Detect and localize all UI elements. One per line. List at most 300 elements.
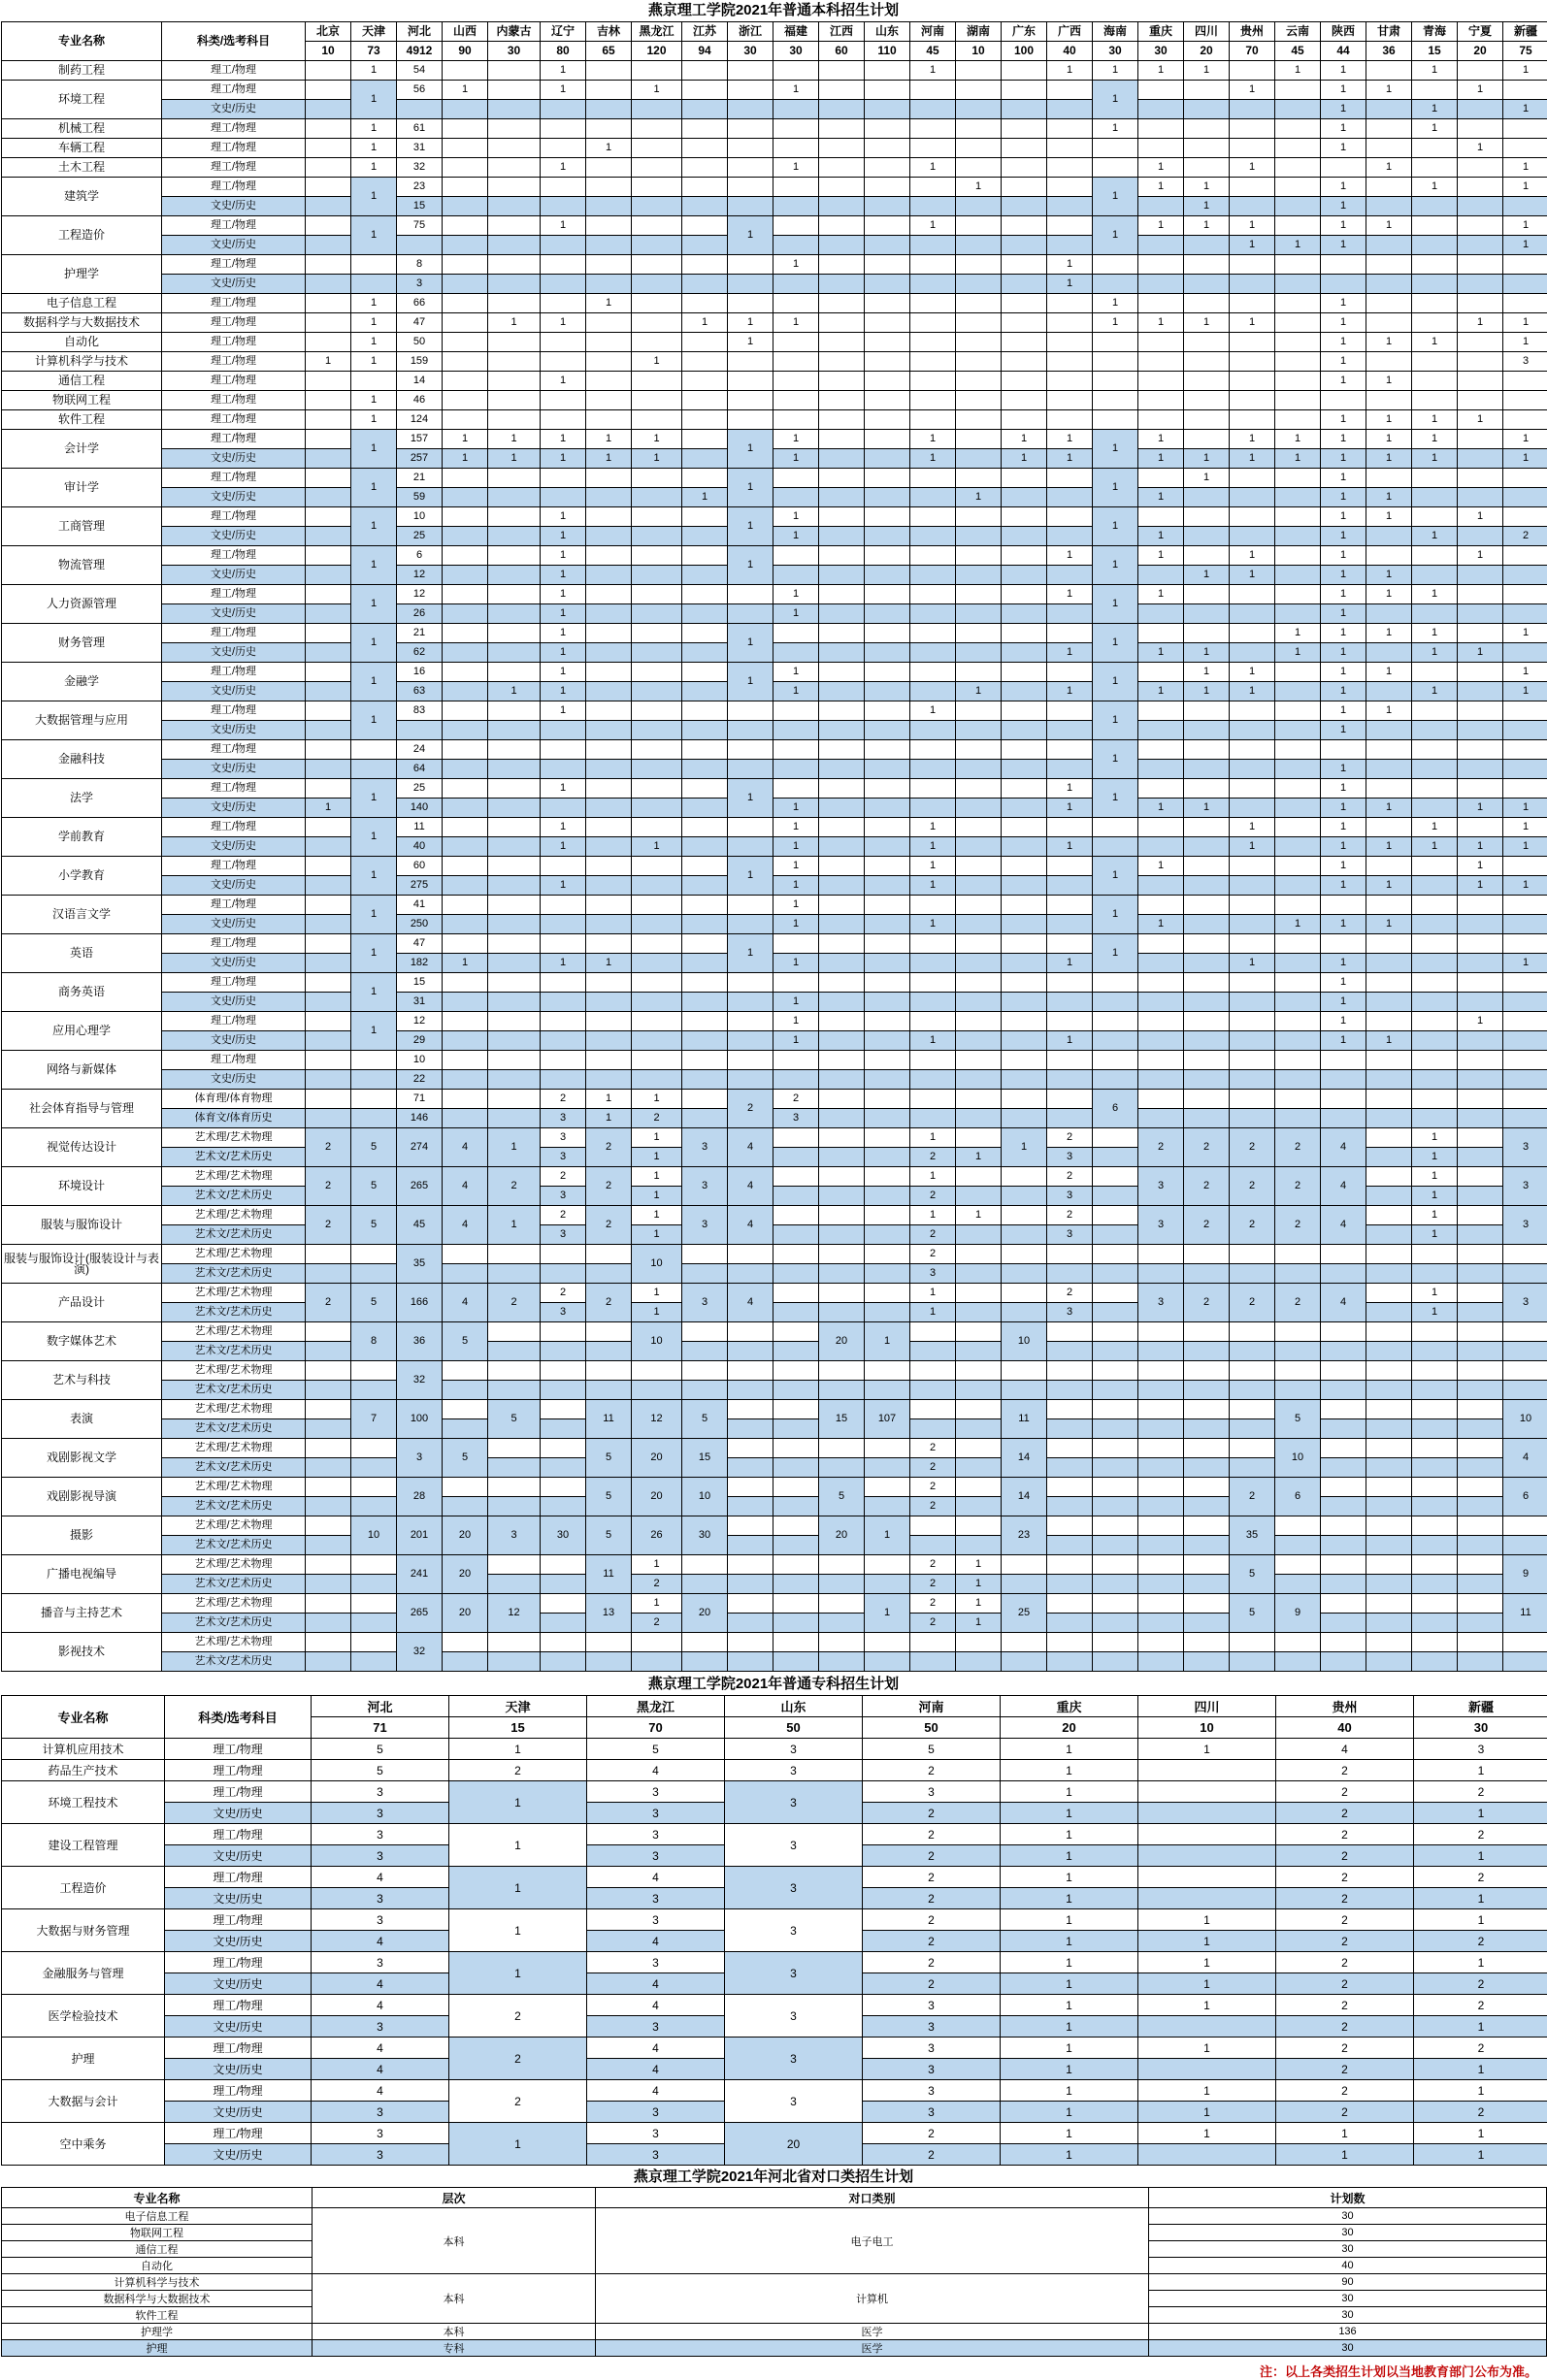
plan-cell <box>1412 1575 1458 1594</box>
plan-cell <box>956 1419 1002 1439</box>
plan-cell <box>351 1361 397 1381</box>
plan-cell <box>1184 954 1230 973</box>
plan-cell <box>1366 857 1412 876</box>
plan-cell: 1 <box>910 837 956 857</box>
plan-cell <box>541 1439 586 1458</box>
plan-cell: 2 <box>632 1109 682 1128</box>
plan-cell <box>1412 915 1458 934</box>
plan-cell <box>865 1264 910 1284</box>
plan-cell: 2 <box>1276 1973 1414 1995</box>
plan-cell: 1 <box>541 372 586 391</box>
plan-cell <box>1138 1478 1184 1497</box>
plan-cell <box>541 1322 586 1342</box>
plan-cell <box>728 1322 774 1342</box>
plan-cell <box>910 1090 956 1109</box>
plan-cell <box>443 1051 488 1070</box>
plan-cell <box>443 410 488 430</box>
plan-cell <box>774 1264 819 1284</box>
plan-cell: 1 <box>774 1031 819 1051</box>
plan-cell <box>1138 1458 1184 1478</box>
plan-cell <box>351 1575 397 1594</box>
plan-cell <box>774 197 819 216</box>
plan-cell <box>774 1206 819 1225</box>
plan-cell <box>306 1381 351 1400</box>
plan-cell: 250 <box>397 915 443 934</box>
plan-cell <box>443 1090 488 1109</box>
plan-cell <box>1458 1070 1503 1090</box>
plan-cell: 1 <box>351 934 397 973</box>
plan-cell: 2 <box>910 1614 956 1633</box>
plan-cell: 1 <box>1001 1739 1138 1760</box>
plan-cell <box>306 1516 351 1536</box>
plan-cell: 1 <box>1230 158 1275 178</box>
plan-cell <box>1458 604 1503 624</box>
plan-cell: 2 <box>541 1090 586 1109</box>
plan-cell <box>910 1109 956 1128</box>
plan-cell <box>443 779 488 799</box>
major-name: 会计学 <box>2 430 162 469</box>
plan-cell <box>586 178 632 197</box>
plan-cell <box>306 1439 351 1458</box>
major-name: 影视技术 <box>2 1633 162 1672</box>
plan-cell <box>1412 546 1458 566</box>
plan-cell <box>488 294 541 313</box>
plan-cell <box>1503 1381 1547 1400</box>
subject-label: 理工/物理 <box>165 2038 312 2059</box>
plan-cell <box>728 391 774 410</box>
plan-cell: 3 <box>312 1888 449 1909</box>
plan-cell: 1 <box>910 876 956 896</box>
plan-cell <box>1366 178 1412 197</box>
subject-label: 理工/物理 <box>162 973 306 993</box>
major-name: 产品设计 <box>2 1284 162 1322</box>
plan-cell <box>632 566 682 585</box>
plan-cell <box>1093 837 1138 857</box>
subject-column-header: 科类/选考科目 <box>162 22 306 61</box>
plan-cell <box>1047 701 1093 721</box>
plan-cell <box>443 721 488 740</box>
plan-cell <box>819 236 865 255</box>
plan-cell <box>1138 1888 1276 1909</box>
plan-cell <box>586 663 632 682</box>
plan-cell <box>443 546 488 566</box>
plan-cell: 1 <box>1138 527 1184 546</box>
plan-cell <box>774 294 819 313</box>
province-quota: 10 <box>956 42 1002 61</box>
plan-cell: 1 <box>1458 876 1503 896</box>
plan-cell <box>586 197 632 216</box>
plan-cell <box>728 837 774 857</box>
plan-cell <box>488 566 541 585</box>
plan-cell <box>1458 1478 1503 1497</box>
plan-cell: 5 <box>351 1206 397 1245</box>
plan-cell <box>1093 1633 1138 1652</box>
plan-cell: 1 <box>956 682 1002 701</box>
plan-cell: 1 <box>728 469 774 507</box>
plan-cell <box>306 915 351 934</box>
plan-cell <box>819 410 865 430</box>
plan-cell: 4 <box>312 1867 449 1888</box>
plan-cell <box>774 1128 819 1148</box>
plan-cell <box>1138 1400 1184 1419</box>
plan-cell <box>1458 585 1503 604</box>
plan-cell <box>1093 255 1138 275</box>
plan-cell: 2 <box>1276 1760 1414 1781</box>
plan-cell <box>1184 1633 1230 1652</box>
plan-cell <box>1047 1555 1093 1575</box>
plan-cell: 1 <box>1001 1781 1138 1803</box>
plan-cell: 4 <box>587 2080 725 2102</box>
plan-cell: 2 <box>541 1167 586 1187</box>
plan-cell <box>1458 954 1503 973</box>
subject-label: 理工/物理 <box>162 255 306 275</box>
plan-cell: 1 <box>1138 488 1184 507</box>
plan-cell <box>910 682 956 701</box>
plan-cell: 1 <box>1184 799 1230 818</box>
plan-cell: 71 <box>397 1090 443 1109</box>
plan-cell: 15 <box>397 973 443 993</box>
plan-cell <box>1230 507 1275 527</box>
plan-cell <box>541 1575 586 1594</box>
plan-cell: 1 <box>541 818 586 837</box>
plan-cell <box>443 527 488 546</box>
plan-cell <box>1458 624 1503 643</box>
plan-cell: 1 <box>1138 857 1184 876</box>
plan-cell <box>910 973 956 993</box>
plan-cell <box>488 585 541 604</box>
plan-cell <box>774 1497 819 1516</box>
plan-cell <box>1230 624 1275 643</box>
plan-cell <box>910 527 956 546</box>
plan-cell <box>1138 372 1184 391</box>
plan-cell <box>1002 1575 1047 1594</box>
plan-cell <box>1321 1652 1366 1672</box>
plan-cell <box>1458 1516 1503 1536</box>
plan-cell <box>774 236 819 255</box>
plan-cell: 1 <box>1093 896 1138 934</box>
plan-cell <box>1503 1322 1547 1342</box>
plan-cell: 1 <box>351 333 397 352</box>
plan-cell: 3 <box>397 275 443 294</box>
plan-cell: 2 <box>1276 1888 1414 1909</box>
plan-cell <box>488 1458 541 1478</box>
plan-cell: 2 <box>632 1614 682 1633</box>
plan-cell <box>1047 1478 1093 1497</box>
plan-cell <box>306 663 351 682</box>
plan-cell <box>774 721 819 740</box>
plan-cell: 1 <box>1412 61 1458 81</box>
plan-cell <box>1366 527 1412 546</box>
plan-cell <box>728 740 774 760</box>
plan-cell <box>306 372 351 391</box>
plan-cell: 20 <box>443 1516 488 1555</box>
plan-cell <box>1275 469 1321 488</box>
plan-cell: 1 <box>351 391 397 410</box>
plan-cell <box>1093 1419 1138 1439</box>
plan-cell <box>1047 1361 1093 1381</box>
plan-cell: 63 <box>397 682 443 701</box>
province-header: 福建 <box>774 22 819 42</box>
plan-cell <box>1458 333 1503 352</box>
plan-cell <box>1412 1361 1458 1381</box>
plan-cell: 1 <box>728 624 774 663</box>
plan-cell <box>819 430 865 449</box>
plan-cell <box>819 1284 865 1303</box>
major-name: 建筑学 <box>2 178 162 216</box>
plan-cell <box>632 1652 682 1672</box>
plan-cell <box>865 449 910 469</box>
plan-cell <box>1275 682 1321 701</box>
plan-cell: 1 <box>1412 1148 1458 1167</box>
plan-cell: 32 <box>397 158 443 178</box>
plan-cell: 1 <box>1412 527 1458 546</box>
subject-label: 文史/历史 <box>162 760 306 779</box>
plan-cell <box>443 740 488 760</box>
plan-cell <box>1230 934 1275 954</box>
plan-cell <box>541 410 586 430</box>
plan-cell <box>443 61 488 81</box>
plan-cell <box>956 81 1002 100</box>
plan-cell <box>306 1031 351 1051</box>
plan-cell: 1 <box>449 1867 587 1909</box>
subject-label: 文史/历史 <box>162 566 306 585</box>
plan-cell <box>1321 1400 1366 1419</box>
plan-cell: 1 <box>1138 2102 1276 2123</box>
plan-cell: 1 <box>1321 139 1366 158</box>
province-quota: 73 <box>351 42 397 61</box>
plan-cell <box>443 857 488 876</box>
plan-cell: 15 <box>819 1400 865 1439</box>
plan-cell <box>351 1245 397 1264</box>
plan-cell: 1 <box>1458 546 1503 566</box>
plan-cell <box>1184 1478 1230 1497</box>
plan-cell <box>1458 1439 1503 1458</box>
plan-cell <box>910 119 956 139</box>
plan-cell: 1 <box>1093 313 1138 333</box>
subject-label: 理工/物理 <box>162 507 306 527</box>
plan-cell <box>1002 915 1047 934</box>
plan-cell <box>819 372 865 391</box>
plan-cell <box>1002 236 1047 255</box>
plan-cell <box>1230 973 1275 993</box>
plan-cell <box>1458 1303 1503 1322</box>
plan-cell <box>1093 818 1138 837</box>
plan-cell: 1 <box>1184 178 1230 197</box>
plan-cell: 1 <box>1366 410 1412 430</box>
plan-cell: 2 <box>863 1973 1001 1995</box>
plan-cell <box>910 313 956 333</box>
plan-cell <box>488 100 541 119</box>
plan-cell: 5 <box>443 1322 488 1361</box>
plan-cell: 20 <box>632 1478 682 1516</box>
plan-cell <box>1047 1516 1093 1536</box>
province-quota: 30 <box>488 42 541 61</box>
plan-cell: 30 <box>682 1516 728 1555</box>
plan-cell <box>443 760 488 779</box>
plan-cell <box>910 663 956 682</box>
plan-cell <box>1275 119 1321 139</box>
plan-cell <box>956 158 1002 178</box>
plan-cell <box>1047 158 1093 178</box>
plan-cell: 11 <box>1002 1400 1047 1439</box>
plan-cell <box>1366 740 1412 760</box>
plan-cell: 5 <box>488 1400 541 1439</box>
plan-cell <box>1093 1128 1138 1148</box>
plan-cell: 1 <box>488 449 541 469</box>
plan-cell: 1 <box>1366 915 1412 934</box>
plan-cell <box>1138 236 1184 255</box>
subject-label: 艺术理/艺术物理 <box>162 1128 306 1148</box>
plan-cell: 1 <box>910 818 956 837</box>
plan-cell <box>956 896 1002 915</box>
plan-cell <box>488 915 541 934</box>
province-quota: 30 <box>1093 42 1138 61</box>
plan-cell: 3 <box>312 1952 449 1973</box>
province-quota: 15 <box>1412 42 1458 61</box>
plan-cell <box>351 1614 397 1633</box>
plan-cell <box>774 333 819 352</box>
plan-cell: 201 <box>397 1516 443 1555</box>
plan-cell <box>956 1458 1002 1478</box>
plan-cell <box>1138 1575 1184 1594</box>
plan-cell <box>682 372 728 391</box>
duikou-major: 数据科学与大数据技术 <box>2 2291 313 2307</box>
plan-cell <box>956 410 1002 430</box>
plan-cell: 2 <box>1276 2016 1414 2038</box>
duikou-table <box>1 2187 1547 2357</box>
plan-cell <box>488 1497 541 1516</box>
plan-cell: 1 <box>1503 799 1547 818</box>
plan-cell <box>1230 1245 1275 1264</box>
plan-cell <box>488 197 541 216</box>
duikou-category: 计算机 <box>596 2274 1149 2324</box>
plan-cell <box>443 158 488 178</box>
plan-cell <box>1184 1070 1230 1090</box>
subject-label: 理工/物理 <box>162 546 306 566</box>
plan-cell <box>541 391 586 410</box>
plan-cell: 1 <box>865 1594 910 1633</box>
plan-cell <box>774 275 819 294</box>
plan-cell <box>586 682 632 701</box>
plan-cell <box>632 1633 682 1652</box>
plan-cell <box>1321 1264 1366 1284</box>
plan-cell <box>956 915 1002 934</box>
plan-cell <box>1458 1245 1503 1264</box>
plan-cell <box>1093 352 1138 372</box>
plan-cell <box>774 1303 819 1322</box>
plan-cell <box>728 410 774 430</box>
plan-cell <box>682 255 728 275</box>
plan-cell: 1 <box>1230 663 1275 682</box>
plan-cell <box>910 372 956 391</box>
plan-cell <box>819 255 865 275</box>
plan-cell <box>1230 61 1275 81</box>
plan-cell <box>1503 740 1547 760</box>
plan-cell <box>632 604 682 624</box>
plan-cell: 1 <box>1047 682 1093 701</box>
plan-cell <box>1138 352 1184 372</box>
plan-cell <box>774 410 819 430</box>
plan-cell <box>1458 197 1503 216</box>
plan-cell: 3 <box>1047 1303 1093 1322</box>
plan-cell <box>1366 1303 1412 1322</box>
plan-cell: 1 <box>1412 624 1458 643</box>
plan-cell <box>488 372 541 391</box>
plan-cell <box>306 178 351 197</box>
plan-cell: 3 <box>863 2016 1001 2038</box>
plan-cell: 3 <box>725 1952 863 1995</box>
plan-cell <box>488 488 541 507</box>
plan-cell <box>632 857 682 876</box>
plan-cell <box>1184 1051 1230 1070</box>
plan-cell <box>1366 61 1412 81</box>
plan-cell <box>682 275 728 294</box>
plan-cell <box>488 1245 541 1264</box>
plan-cell <box>865 973 910 993</box>
plan-cell: 1 <box>1503 663 1547 682</box>
plan-cell: 1 <box>1503 313 1547 333</box>
province-quota: 94 <box>682 42 728 61</box>
plan-cell <box>586 701 632 721</box>
plan-cell: 3 <box>863 2038 1001 2059</box>
plan-cell <box>1138 1361 1184 1381</box>
plan-cell <box>819 1361 865 1381</box>
plan-cell <box>1412 604 1458 624</box>
plan-cell: 1 <box>1321 857 1366 876</box>
plan-cell <box>1275 876 1321 896</box>
plan-cell: 4 <box>443 1167 488 1206</box>
plan-cell <box>488 973 541 993</box>
plan-cell <box>1275 158 1321 178</box>
plan-cell <box>488 1439 541 1458</box>
plan-cell <box>1230 1400 1275 1419</box>
plan-cell <box>586 837 632 857</box>
plan-cell: 1 <box>1414 2059 1547 2080</box>
major-name: 戏剧影视文学 <box>2 1439 162 1478</box>
plan-cell <box>1321 740 1366 760</box>
plan-cell <box>1275 1245 1321 1264</box>
plan-cell: 1 <box>1001 2123 1138 2144</box>
plan-cell: 1 <box>1230 449 1275 469</box>
plan-cell: 2 <box>863 2144 1001 2166</box>
plan-cell: 2 <box>449 2038 587 2080</box>
plan-cell: 1 <box>1412 585 1458 604</box>
plan-cell: 1 <box>774 876 819 896</box>
plan-cell <box>956 372 1002 391</box>
plan-cell <box>819 313 865 333</box>
plan-cell <box>351 1381 397 1400</box>
plan-cell: 1 <box>443 449 488 469</box>
plan-cell <box>443 1478 488 1497</box>
plan-cell <box>1002 1109 1047 1128</box>
province-quota: 70 <box>587 1717 725 1739</box>
subject-label: 理工/物理 <box>162 61 306 81</box>
duikou-plan: 90 <box>1149 2274 1547 2291</box>
plan-cell <box>865 1652 910 1672</box>
plan-cell <box>682 1361 728 1381</box>
plan-cell <box>956 1381 1002 1400</box>
plan-cell <box>1184 1342 1230 1361</box>
plan-cell <box>1412 313 1458 333</box>
plan-cell <box>910 178 956 197</box>
plan-cell <box>865 119 910 139</box>
plan-cell: 1 <box>1093 740 1138 779</box>
province-quota: 70 <box>1230 42 1275 61</box>
plan-cell: 3 <box>587 1952 725 1973</box>
plan-cell <box>1002 391 1047 410</box>
plan-cell <box>632 178 682 197</box>
plan-cell <box>541 1633 586 1652</box>
